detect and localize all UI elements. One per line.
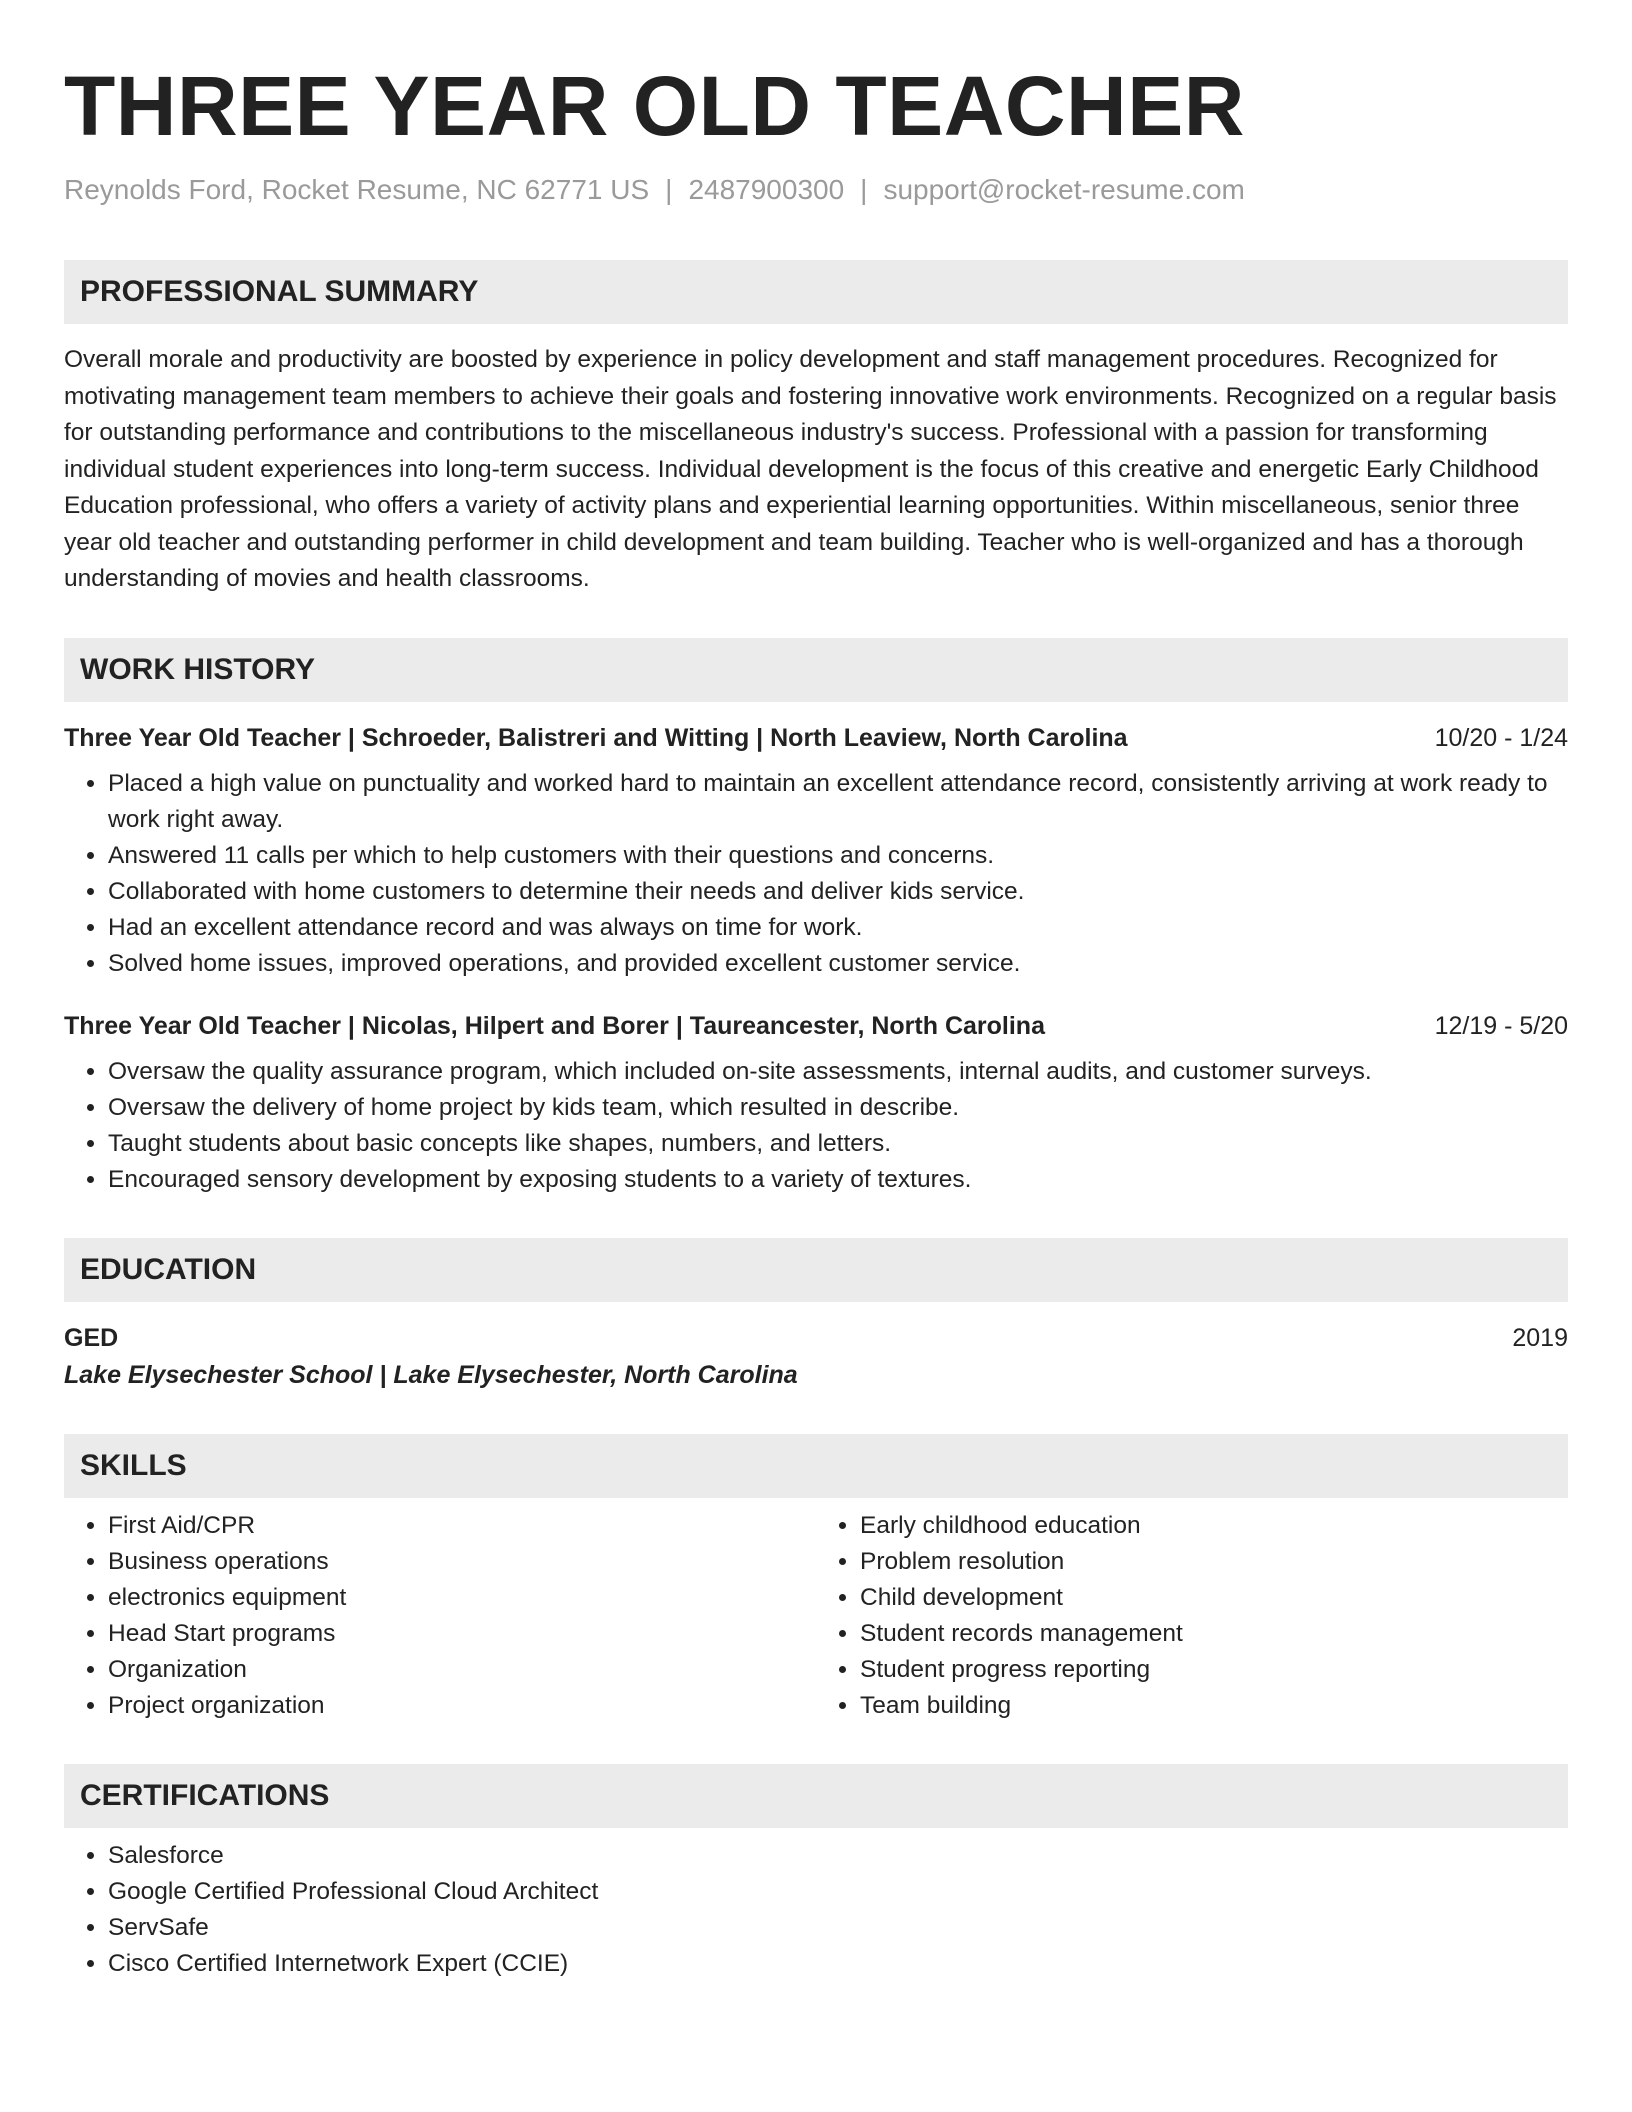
job-bullets — [64, 766, 1568, 982]
education-school: Lake Elysechester School | Lake Elysechester, North Carolina — [64, 1360, 798, 1389]
skill-item: • Child development — [860, 1580, 1568, 1616]
candidate-name: THREE YEAR OLD TEACHER — [64, 59, 1245, 153]
job-bullet: • Solved home issues, improved operations, and provided excellent customer service. — [108, 946, 1568, 982]
certifications-section — [64, 1764, 1568, 1982]
work-history-section — [64, 638, 1568, 1198]
contact-email: support@rocket-resume.com — [883, 174, 1245, 205]
skills-list-left — [64, 1508, 816, 1724]
certifications-list — [64, 1838, 1568, 1982]
education-section — [64, 1238, 1568, 1394]
section-heading-skills: SKILLS — [64, 1434, 1568, 1498]
job-bullet: • Taught students about basic concepts like shapes, numbers, and letters. — [108, 1126, 1568, 1162]
job-bullet: • Encouraged sensory development by exposing students to a variety of textures. — [108, 1162, 1568, 1198]
contact-phone: 2487900300 — [688, 174, 845, 205]
certification-item: • Salesforce — [108, 1838, 1568, 1874]
skill-item: • Problem resolution — [860, 1544, 1568, 1580]
skill-item: • Team building — [860, 1688, 1568, 1724]
skills-list-right — [816, 1508, 1568, 1724]
job-bullet: • Had an excellent attendance record and was always on time for work. — [108, 910, 1568, 946]
skill-item: • First Aid/CPR — [108, 1508, 816, 1544]
skill-item: • Student progress reporting — [860, 1652, 1568, 1688]
section-heading-summary: PROFESSIONAL SUMMARY — [64, 260, 1568, 324]
skill-item: • electronics equipment — [108, 1580, 816, 1616]
skill-item: • Business operations — [108, 1544, 816, 1580]
job-dates: 12/19 - 5/20 — [1434, 1011, 1568, 1040]
skill-item: • Project organization — [108, 1688, 816, 1724]
skill-item: • Student records management — [860, 1616, 1568, 1652]
skills-section — [64, 1434, 1568, 1724]
contact-separator: | — [665, 174, 673, 205]
job-header — [64, 720, 1568, 756]
skill-item: • Early childhood education — [860, 1508, 1568, 1544]
summary-section — [64, 260, 1568, 598]
section-heading-education: EDUCATION — [64, 1238, 1568, 1302]
education-header — [64, 1320, 1568, 1356]
certification-item: • ServSafe — [108, 1910, 1568, 1946]
education-degree: GED — [64, 1323, 119, 1352]
job-bullets — [64, 1054, 1568, 1198]
contact-line — [64, 172, 1568, 208]
job-bullet: • Collaborated with home customers to determine their needs and deliver kids service. — [108, 874, 1568, 910]
job-title: Three Year Old Teacher | Schroeder, Balistreri and Witting | North Leaview, North Carolina — [64, 723, 1128, 752]
job-entry — [64, 1008, 1568, 1198]
certification-item: • Google Certified Professional Cloud Architect — [108, 1874, 1568, 1910]
job-title: Three Year Old Teacher | Nicolas, Hilpert and Borer | Taureancester, North Carolina — [64, 1011, 1045, 1040]
skills-columns — [64, 1508, 1568, 1724]
contact-address: Reynolds Ford, Rocket Resume, NC 62771 US — [64, 174, 650, 205]
job-header — [64, 1008, 1568, 1044]
job-dates: 10/20 - 1/24 — [1434, 723, 1568, 752]
education-year: 2019 — [1512, 1323, 1568, 1352]
section-heading-certifications: CERTIFICATIONS — [64, 1764, 1568, 1828]
skill-item: • Head Start programs — [108, 1616, 816, 1652]
contact-separator: | — [860, 174, 868, 205]
skill-item: • Organization — [108, 1652, 816, 1688]
education-entry — [64, 1320, 1568, 1394]
section-heading-work-history: WORK HISTORY — [64, 638, 1568, 702]
job-entry — [64, 720, 1568, 982]
job-bullet: • Placed a high value on punctuality and worked hard to maintain an excellent attendance record, consistently arriving at work ready to work right away. — [108, 766, 1568, 838]
summary-text: Overall morale and productivity are boosted by experience in policy development and staff management procedures. Recognized for motivating management team members to achieve their goals and fostering innovative work environments. Recognized on a regular basis for outstanding performance and contributions to the miscellaneous industry's success. Professional with a passion for transforming individual student experiences into long-term success. Individual development is the focus of this creative and energetic Early Childhood Education professional, who offers a variety of activity plans and experiential learning opportunities. Within miscellaneous, senior three year old teacher and outstanding performer in child development and team building. Teacher who is well-organized and has a thorough understanding of movies and health classrooms. — [64, 346, 1557, 592]
job-bullet: • Oversaw the quality assurance program, which included on-site assessments, internal audits, and customer surveys. — [108, 1054, 1568, 1090]
job-bullet: • Oversaw the delivery of home project by kids team, which resulted in describe. — [108, 1090, 1568, 1126]
certification-item: • Cisco Certified Internetwork Expert (CCIE) — [108, 1946, 1568, 1982]
job-bullet: • Answered 11 calls per which to help customers with their questions and concerns. — [108, 838, 1568, 874]
